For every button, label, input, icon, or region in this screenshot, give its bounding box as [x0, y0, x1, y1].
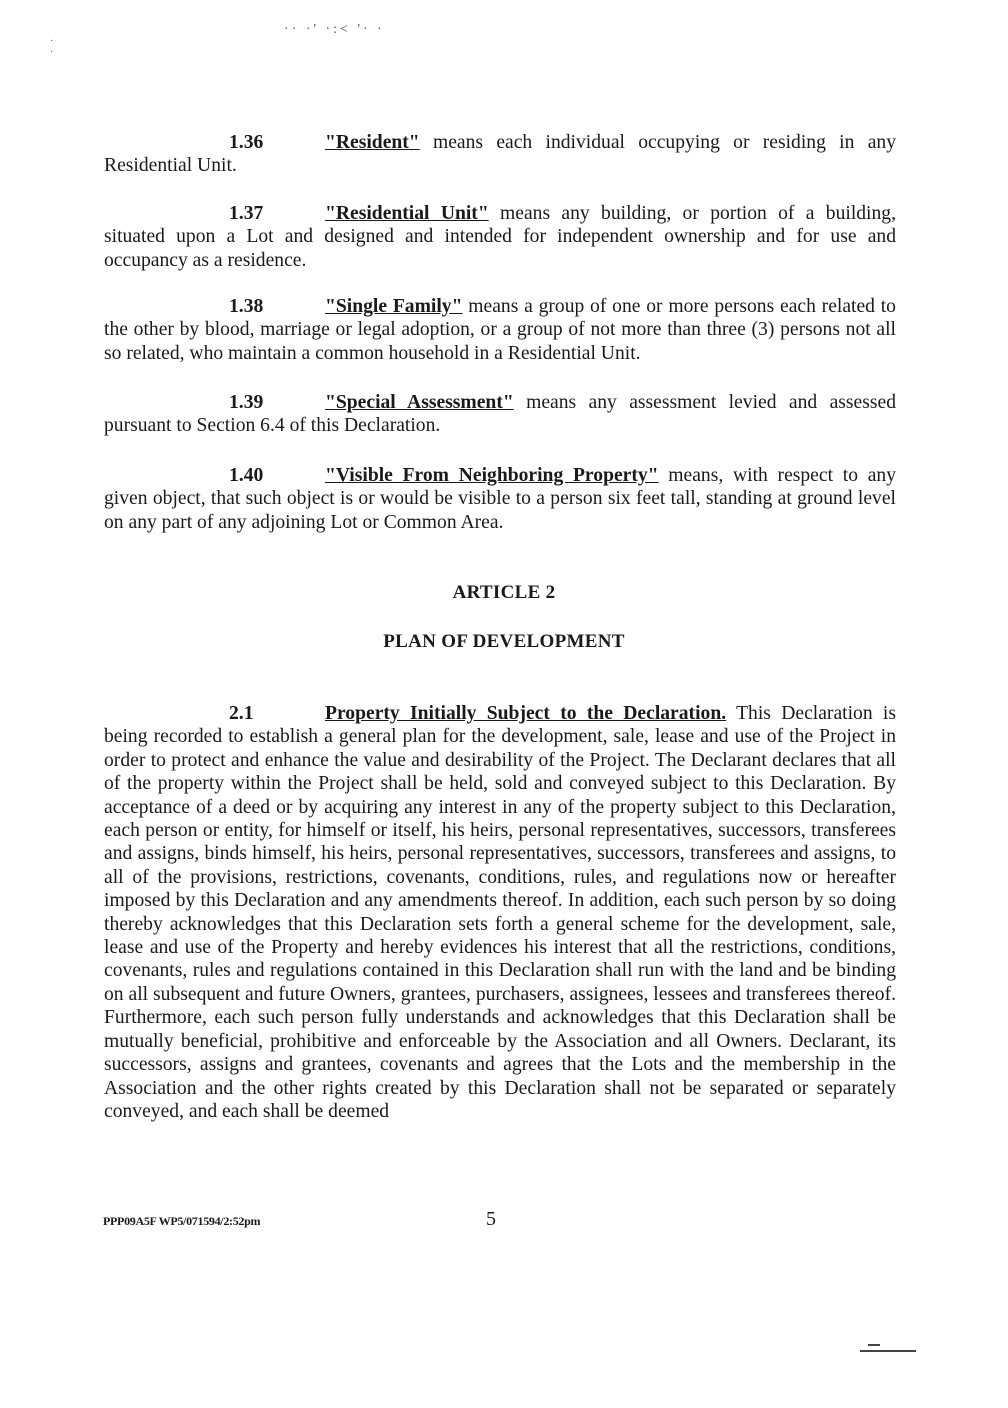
defined-term: "Special Assessment" [325, 392, 514, 413]
defined-term: "Resident" [325, 132, 420, 153]
definition-text: means each individual occupying or residing in any Residential Unit. [104, 132, 896, 177]
section-2-1 [104, 702, 896, 1123]
definition-text: means any assessment levied and assessed pursuant to Section 6.4 of this Declaration. [104, 392, 896, 437]
section-number: 1.39 [229, 392, 264, 413]
footer-page-number: 5 [486, 1208, 496, 1230]
definition-1-40 [104, 464, 896, 534]
definition-text: means, with respect to any given object, that such object is or would be visible to a person six feet tall, standing at ground level on any part of any adjoining Lot or Common Area. [104, 465, 897, 533]
section-number: 1.38 [229, 296, 264, 317]
section-text: This Declaration is being recorded to establish a general plan for the development, sale, lease and use of the Project in order to protect and enhance the value and desirability of the Project. The Declarant declares that all of the property within the Project shall be held, sold and conveyed subject to this Declaration. By acceptance of a deed or by acquiring any interest in any of the property subject to this Declaration, each person or entity, for himself or itself, his heirs, personal representatives, successors, transferees and assigns, binds himself, his heirs, personal representatives, successors, transferees and assigns, to all of the provisions, restrictions, covenants, conditions, rules, and regulations now or hereafter imposed by this Declaration and any amendments thereof. In addition, each such person by so doing thereby acknowledges that this Declaration sets forth a general scheme for the development, sale, lease and use of the Property and hereby evidences his interest that all the restrictions, conditions, covenants, rules and regulations contained in this Declaration shall run with the land and be binding on all subsequent and future Owners, grantees, purchasers, assignees, lessees and transferees thereof. Furthermore, each such person fully understands and acknowledges that this Declaration shall be mutually beneficial, prohibitive and enforceable by the Association and all Owners. Declarant, its successors, assigns and grantees, covenants and agrees that the Lots and the membership in the Association and the other rights created by this Declaration shall not be separated or separately conveyed, and each shall be deemed [104, 703, 896, 1122]
section-number: 1.36 [229, 132, 264, 153]
defined-term: "Residential Unit" [325, 203, 489, 224]
definition-1-38 [104, 295, 896, 365]
scan-corner-mark [860, 1340, 916, 1354]
definition-text: means any building, or portion of a building, situated upon a Lot and designed and intended for independent ownership and for use and occupancy as a residence. [104, 203, 896, 271]
definition-1-39 [104, 391, 896, 438]
defined-term: "Visible From Neighboring Property" [325, 465, 659, 486]
section-heading: Property Initially Subject to the Declaration. [325, 703, 727, 724]
scan-stamp-artifact: ·· ·' ·:< '· · [284, 22, 385, 37]
defined-term: "Single Family" [325, 296, 463, 317]
section-number: 1.40 [229, 465, 264, 486]
section-number: 1.37 [229, 203, 264, 224]
definition-1-36 [104, 131, 896, 178]
definition-1-37 [104, 202, 896, 272]
section-number: 2.1 [229, 703, 254, 724]
scan-speck: · · [50, 36, 57, 58]
article-number: ARTICLE 2 [452, 582, 556, 603]
footer-document-code: PPP09A5F WP5/071594/2:52pm [103, 1214, 261, 1228]
definition-text: means a group of one or more persons each related to the other by blood, marriage or legal adoption, or a group of not more than three (3) persons not all so related, who maintain a common household in a Residential Unit. [104, 296, 896, 364]
article-title: PLAN OF DEVELOPMENT [383, 631, 625, 652]
